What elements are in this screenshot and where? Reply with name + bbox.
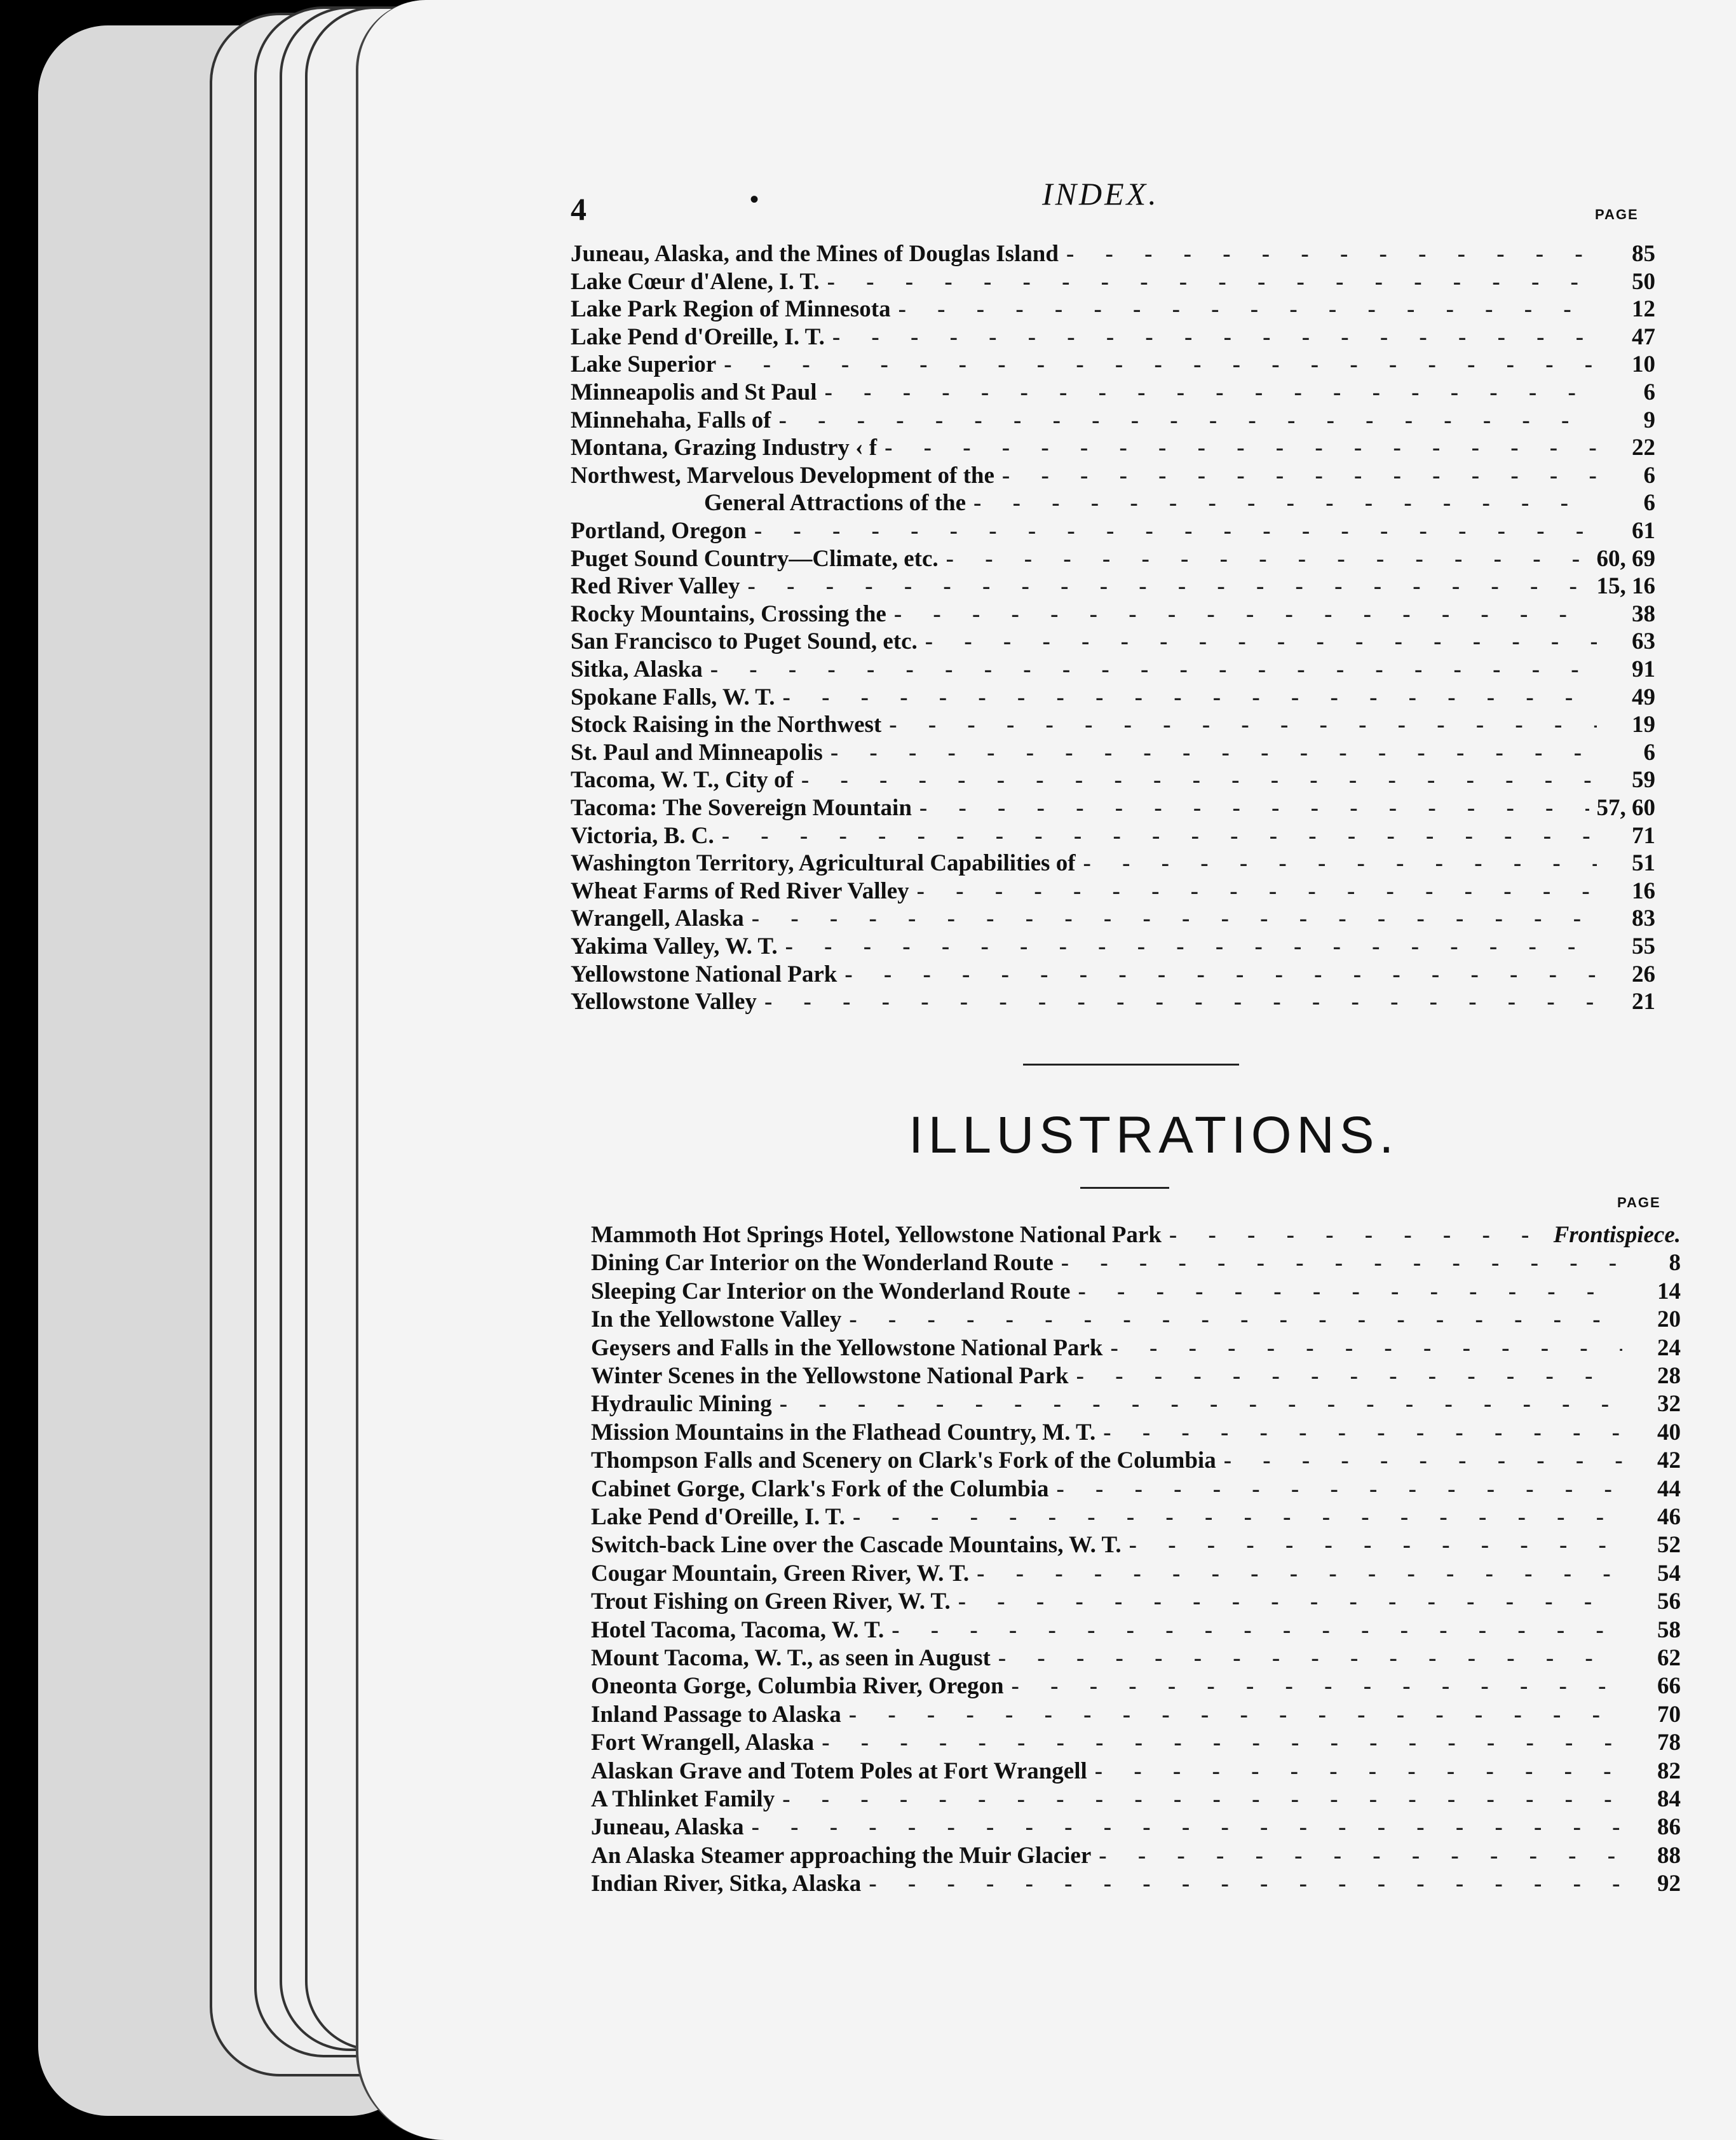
illustration-entry-page: 86: [1657, 1814, 1681, 1841]
dot-leader: [1002, 462, 1597, 489]
illustration-entry: [591, 1588, 1681, 1615]
index-entry-page: 55: [1632, 933, 1655, 959]
index-entry: [571, 684, 1655, 711]
illustration-entry: [591, 1475, 1681, 1503]
index-entry: [571, 850, 1655, 877]
dot-leader: [785, 933, 1597, 960]
illustration-entry-page: 20: [1657, 1306, 1681, 1333]
index-entry: [571, 656, 1655, 683]
index-entry-title: St. Paul and Minneapolis: [571, 739, 823, 766]
index-entry-page: 21: [1632, 989, 1655, 1015]
illustration-entry-title: Fort Wrangell, Alaska: [591, 1730, 815, 1756]
dot-leader: [1066, 240, 1597, 268]
index-entry-page: 16: [1632, 877, 1655, 904]
dot-leader: [779, 407, 1597, 434]
heading-underline: [1080, 1187, 1169, 1189]
index-entry-page: 49: [1632, 684, 1655, 710]
illustration-entry: [591, 1672, 1681, 1700]
illustration-entry-page: 8: [1669, 1250, 1681, 1277]
illustration-entry-title: Juneau, Alaska: [591, 1814, 744, 1841]
index-entry-page: 6: [1643, 379, 1655, 405]
index-entry: [571, 545, 1655, 572]
dot-leader: [869, 1870, 1622, 1897]
illustration-entry-title: Lake Pend d'Oreille, I. T.: [591, 1504, 845, 1530]
index-entry-page: 83: [1632, 905, 1655, 932]
index-entry: [571, 268, 1655, 295]
illustration-entry-title: Oneonta Gorge, Columbia River, Oregon: [591, 1673, 1004, 1700]
index-entry-title: Lake Pend d'Oreille, I. T.: [571, 323, 825, 350]
print-mark: •: [750, 185, 759, 213]
illustration-entry: [591, 1842, 1681, 1869]
index-entry-page: 71: [1632, 822, 1655, 849]
index-entry: [571, 351, 1655, 378]
index-entry-page: 57, 60: [1596, 795, 1655, 821]
dot-leader: [1110, 1334, 1622, 1362]
illustration-entry-page: 82: [1657, 1757, 1681, 1784]
illustration-entry-page: 66: [1657, 1673, 1681, 1700]
index-entry-title: Minnehaha, Falls of: [571, 407, 771, 433]
illustration-entry: [591, 1785, 1681, 1813]
index-entry-page: 10: [1632, 351, 1655, 378]
dot-leader: [973, 489, 1597, 517]
index-entry: [571, 961, 1655, 988]
index-entry-title: Lake Park Region of Minnesota: [571, 296, 891, 323]
index-entry-title: Red River Valley: [571, 573, 740, 600]
index-entry-title: San Francisco to Puget Sound, etc.: [571, 628, 918, 655]
dot-leader: [958, 1588, 1622, 1615]
illustration-entry-page: 42: [1657, 1447, 1681, 1474]
index-entry: [571, 877, 1655, 905]
dot-leader: [849, 1701, 1622, 1728]
illustration-entry: [591, 1560, 1681, 1587]
illustration-entry-title: In the Yellowstone Valley: [591, 1306, 842, 1333]
index-entry: [571, 933, 1655, 960]
illustration-entry-page: 52: [1657, 1532, 1681, 1559]
index-entry-title: Tacoma, W. T., City of: [571, 767, 794, 794]
index-entry: [571, 572, 1655, 600]
index-entry: [571, 988, 1655, 1015]
index-entry-title: Victoria, B. C.: [571, 822, 714, 849]
illustration-entry-page: 58: [1657, 1616, 1681, 1643]
illustration-entry: [591, 1249, 1681, 1277]
index-entry: [571, 323, 1655, 351]
index-entry-title: Lake Cœur d'Alene, I. T.: [571, 268, 820, 295]
index-page-column-header: PAGE: [1595, 207, 1639, 222]
index-entry-page: 51: [1632, 850, 1655, 877]
index-entry: [571, 295, 1655, 323]
section-divider: [1023, 1064, 1239, 1066]
illustration-entry-page: 32: [1657, 1391, 1681, 1418]
illustration-entry-title: Indian River, Sitka, Alaska: [591, 1871, 862, 1897]
illustration-entry-title: Switch-back Line over the Cascade Mountains, W. T.: [591, 1532, 1122, 1559]
illustration-entry: [591, 1334, 1681, 1362]
dot-leader: [889, 711, 1597, 738]
dot-leader: [917, 877, 1597, 905]
illustration-entry-title: Mammoth Hot Springs Hotel, Yellowstone National Park: [591, 1222, 1162, 1248]
index-entry-page: 50: [1632, 268, 1655, 295]
index-entry: [571, 600, 1655, 628]
dot-leader: [724, 351, 1597, 378]
illustration-entry-title: An Alaska Steamer approaching the Muir Glacier: [591, 1842, 1092, 1869]
index-entry: [571, 434, 1655, 461]
illustration-entry-page: 56: [1657, 1588, 1681, 1615]
index-entry: [571, 905, 1655, 932]
index-entry-title: Yellowstone Valley: [571, 989, 757, 1015]
illustration-entry-page: 46: [1657, 1504, 1681, 1530]
index-entry: [571, 407, 1655, 434]
index-entry-page: 22: [1632, 435, 1655, 461]
dot-leader: [1129, 1531, 1622, 1559]
dot-leader: [782, 1785, 1622, 1813]
illustration-entry-page: 78: [1657, 1730, 1681, 1756]
index-entry-title: Rocky Mountains, Crossing the: [571, 600, 886, 627]
dot-leader: [710, 656, 1597, 683]
illustration-entry: [591, 1306, 1681, 1333]
dot-leader: [844, 961, 1597, 988]
dot-leader: [853, 1503, 1622, 1531]
index-entry-title: Wrangell, Alaska: [571, 905, 744, 932]
dot-leader: [827, 268, 1597, 295]
illustration-entry: [591, 1419, 1681, 1446]
index-entry-title: Sitka, Alaska: [571, 656, 703, 682]
dot-leader: [825, 379, 1597, 406]
illustration-entry-title: Sleeping Car Interior on the Wonderland Route: [591, 1278, 1071, 1304]
illustration-entry-title: Hydraulic Mining: [591, 1391, 772, 1418]
index-entry-title: General Attractions of the: [704, 490, 966, 517]
index-entry-page: 63: [1632, 628, 1655, 655]
dot-leader: [1083, 850, 1597, 877]
illustration-entry: [591, 1278, 1681, 1305]
dot-leader: [1012, 1672, 1622, 1700]
index-entry-title: Yellowstone National Park: [571, 961, 837, 987]
illustration-entry-page: 70: [1657, 1701, 1681, 1728]
illustration-entry-page: 14: [1657, 1278, 1681, 1304]
dot-leader: [783, 684, 1597, 711]
dot-leader: [1061, 1249, 1622, 1277]
index-entry-page: 6: [1643, 490, 1655, 517]
illustration-entry: [591, 1531, 1681, 1559]
index-entry-title: Lake Superior: [571, 351, 717, 378]
illustration-entry-page: 28: [1657, 1363, 1681, 1389]
index-entry-page: 91: [1632, 656, 1655, 682]
index-entry-title: Stock Raising in the Northwest: [571, 712, 882, 738]
illustration-entry: [591, 1870, 1681, 1897]
index-entry-page: 59: [1632, 767, 1655, 794]
dot-leader: [1169, 1221, 1546, 1249]
dot-leader: [752, 905, 1597, 932]
illustration-entry: [591, 1644, 1681, 1672]
index-entry-title: Washington Territory, Agricultural Capabilities of: [571, 850, 1076, 877]
index-entry: [571, 462, 1655, 489]
index-entry-title: Tacoma: The Sovereign Mountain: [571, 795, 912, 821]
illustration-entry: [591, 1757, 1681, 1785]
index-entry: [571, 739, 1655, 766]
index-entry: [571, 794, 1655, 822]
index-entry: [571, 766, 1655, 794]
illustration-entry-page: 24: [1657, 1334, 1681, 1361]
dot-leader: [764, 988, 1597, 1015]
index-entry-title: Spokane Falls, W. T.: [571, 684, 775, 710]
illustration-entry-title: Mission Mountains in the Flathead Country, M. T.: [591, 1419, 1096, 1446]
dot-leader: [1103, 1419, 1622, 1446]
index-entry-page: 15, 16: [1596, 573, 1655, 600]
illustration-entry-page: 92: [1657, 1871, 1681, 1897]
index-entry-page: 60, 69: [1596, 545, 1655, 572]
illustration-entry: [591, 1813, 1681, 1841]
running-title: INDEX.: [1042, 176, 1159, 212]
index-entry-page: 61: [1632, 518, 1655, 544]
illustration-entry: [591, 1362, 1681, 1390]
index-entry-page: 19: [1632, 712, 1655, 738]
index-entry-title: Montana, Grazing Industry ‹ f: [571, 435, 878, 461]
dot-leader: [752, 1813, 1622, 1841]
illustration-entry: [591, 1616, 1681, 1644]
illustration-entry-title: A Thlinket Family: [591, 1786, 775, 1812]
illustration-entry-title: Trout Fishing on Green River, W. T.: [591, 1588, 951, 1615]
dot-leader: [801, 766, 1597, 794]
index-entry-page: 6: [1643, 462, 1655, 489]
index-entry-title: Juneau, Alaska, and the Mines of Douglas Island: [571, 241, 1059, 267]
illustration-entry-title: Dining Car Interior on the Wonderland Route: [591, 1250, 1054, 1277]
dot-leader: [722, 822, 1597, 850]
index-entry-title: Wheat Farms of Red River Valley: [571, 877, 909, 904]
index-entry: [571, 517, 1655, 545]
dot-leader: [1099, 1842, 1622, 1869]
illustration-entry-page: Frontispiece.: [1553, 1222, 1681, 1248]
illustration-entry-title: Thompson Falls and Scenery on Clark's Fork of the Columbia: [591, 1447, 1216, 1474]
index-entry: [571, 489, 1655, 517]
index-entry-title: Northwest, Marvelous Development of the: [571, 462, 994, 489]
illustration-entry: [591, 1447, 1681, 1474]
dot-leader: [754, 517, 1597, 545]
dot-leader: [885, 434, 1597, 461]
illustration-entry-title: Inland Passage to Alaska: [591, 1701, 841, 1728]
index-entry-page: 85: [1632, 241, 1655, 267]
page-number: 4: [571, 191, 587, 227]
dot-leader: [1095, 1757, 1622, 1785]
dot-leader: [925, 628, 1597, 655]
illustration-entry-page: 88: [1657, 1842, 1681, 1869]
illustration-entry-title: Hotel Tacoma, Tacoma, W. T.: [591, 1616, 885, 1643]
dot-leader: [1224, 1447, 1622, 1474]
illustrations-page-column-header: PAGE: [1617, 1195, 1661, 1210]
dot-leader: [998, 1644, 1622, 1672]
illustration-entry-title: Cougar Mountain, Green River, W. T.: [591, 1560, 970, 1587]
dot-leader: [919, 794, 1589, 822]
index-entry: [571, 379, 1655, 406]
index-entry-page: 38: [1632, 600, 1655, 627]
illustration-entry-title: Winter Scenes in the Yellowstone National Park: [591, 1363, 1069, 1389]
dot-leader: [899, 295, 1597, 323]
illustration-entry-page: 54: [1657, 1560, 1681, 1587]
index-entry: [571, 822, 1655, 850]
dot-leader: [977, 1560, 1622, 1587]
dot-leader: [780, 1390, 1622, 1418]
dot-leader: [832, 323, 1597, 351]
illustrations-heading: ILLUSTRATIONS.: [909, 1106, 1399, 1164]
index-entry-page: 6: [1643, 739, 1655, 766]
dot-leader: [822, 1729, 1622, 1756]
index-entry-page: 12: [1632, 296, 1655, 323]
illustration-entry-page: 84: [1657, 1786, 1681, 1812]
illustration-entry: [591, 1221, 1681, 1249]
index-entry-page: 47: [1632, 323, 1655, 350]
index-entry-title: Yakima Valley, W. T.: [571, 933, 778, 959]
dot-leader: [1056, 1475, 1622, 1503]
dot-leader: [748, 572, 1589, 600]
illustration-entry: [591, 1503, 1681, 1531]
illustration-entry-title: Geysers and Falls in the Yellowstone National Park: [591, 1334, 1103, 1361]
illustration-entry-page: 40: [1657, 1419, 1681, 1446]
dot-leader: [1078, 1278, 1622, 1305]
illustration-entry: [591, 1729, 1681, 1756]
index-entry-title: Portland, Oregon: [571, 518, 747, 544]
illustration-entry: [591, 1701, 1681, 1728]
index-entry-page: 9: [1643, 407, 1655, 433]
dot-leader: [892, 1616, 1622, 1644]
illustration-entry-page: 62: [1657, 1645, 1681, 1671]
index-entry-title: Puget Sound Country—Climate, etc.: [571, 545, 939, 572]
dot-leader: [849, 1306, 1622, 1333]
dot-leader: [946, 545, 1589, 572]
illustration-entry-title: Mount Tacoma, W. T., as seen in August: [591, 1645, 991, 1671]
illustration-entry-title: Alaskan Grave and Totem Poles at Fort Wrangell: [591, 1757, 1087, 1784]
index-entry-title: Minneapolis and St Paul: [571, 379, 817, 405]
index-entry: [571, 240, 1655, 268]
illustration-entry: [591, 1390, 1681, 1418]
dot-leader: [831, 739, 1597, 766]
index-entry: [571, 628, 1655, 655]
illustration-entry-title: Cabinet Gorge, Clark's Fork of the Columbia: [591, 1475, 1049, 1502]
dot-leader: [1076, 1362, 1622, 1390]
dot-leader: [894, 600, 1597, 628]
illustration-entry-page: 44: [1657, 1475, 1681, 1502]
index-entry: [571, 711, 1655, 738]
index-entry-page: 26: [1632, 961, 1655, 987]
